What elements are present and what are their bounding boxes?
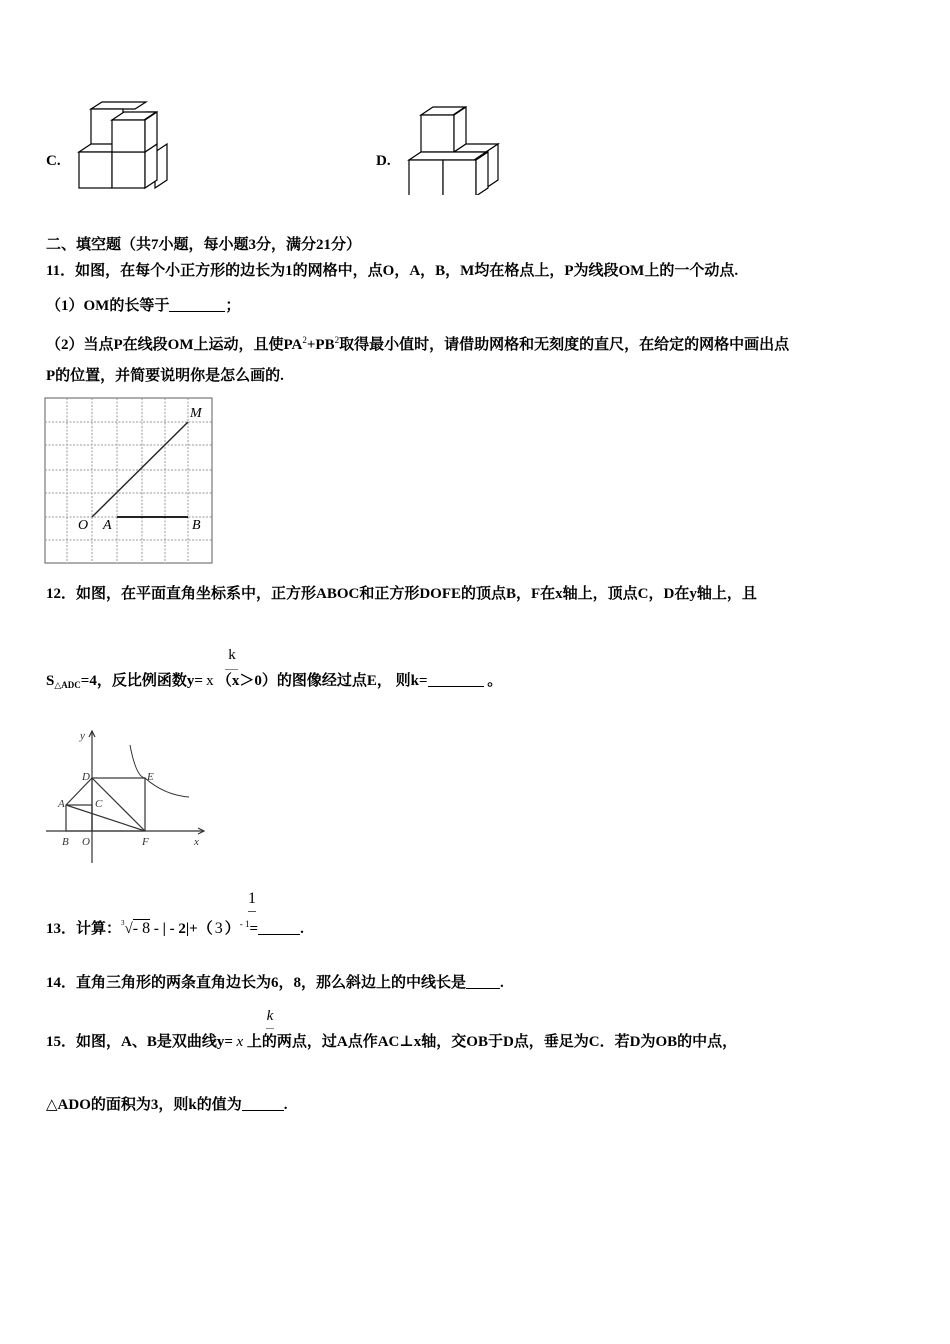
q12-label-o: O	[82, 836, 90, 848]
q11-sup-a: 2	[302, 335, 307, 345]
q13-line	[46, 914, 304, 938]
q13-root-index: 3	[121, 919, 125, 927]
q12-coordinate-figure	[44, 725, 214, 867]
q11-grid-figure	[44, 397, 214, 565]
q15-frac-bar	[266, 1028, 274, 1029]
q12-label-x: x	[194, 836, 199, 848]
q13-pre: 13．计算：	[46, 921, 122, 937]
q11-part2-a: （2）当点P在线段OM上运动，且使PA	[46, 337, 303, 353]
q14-answer-blank[interactable]	[466, 975, 500, 989]
q15-line1	[46, 1033, 737, 1051]
option-c-cubes-figure	[76, 100, 176, 195]
q15-pre: 15．如图，A、B是双曲线y=	[46, 1034, 233, 1050]
option-d-label: D.	[376, 153, 391, 169]
q12-label-c: C	[95, 798, 103, 810]
q15-line2-text: △ADO的面积为3，则k的值为	[46, 1097, 242, 1113]
q12-label-d: D	[82, 771, 90, 783]
q14-text: 14．直角三角形的两条直角边长为6，8，那么斜边上的中线长是	[46, 975, 467, 991]
q12-frac-bar	[225, 669, 238, 670]
q12-label-a: A	[58, 798, 65, 810]
q12-s-sub: △ADC	[54, 680, 81, 690]
q13-frac-den: 3	[214, 920, 223, 937]
q12-s: S	[46, 673, 55, 689]
q13-frac-num: 1	[248, 890, 256, 907]
q15-end: .	[283, 1097, 288, 1113]
q12-frac-den: x	[206, 673, 214, 689]
radical-sign-icon: √	[124, 921, 133, 937]
q15-frac-den: x	[236, 1034, 244, 1050]
q15-rest: 上的两点，过A点作AC⊥x轴，交OB于D点，垂足为C．若D为OB的中点，	[246, 1034, 738, 1050]
q14-end: .	[500, 975, 504, 991]
q15-line2	[46, 1096, 287, 1114]
q11-part1-text: （1）OM的长等于	[46, 298, 170, 314]
q11-label-b: B	[192, 518, 201, 533]
option-c-label: C.	[46, 153, 61, 169]
q11-part1-answer-blank[interactable]	[169, 298, 225, 312]
q12-end: 。	[483, 673, 503, 689]
option-d-cubes-figure	[407, 100, 507, 195]
q11-part1	[46, 297, 240, 315]
q13-frac-bar	[248, 911, 256, 912]
q15-frac-num: k	[266, 1008, 274, 1024]
q15-answer-blank[interactable]	[242, 1097, 284, 1111]
q11-part2-line2: P的位置，并简要说明你是怎么画的.	[46, 368, 284, 384]
q12-answer-blank[interactable]	[428, 673, 484, 687]
q12-label-y: y	[80, 730, 85, 742]
q12-label-e: E	[147, 771, 154, 783]
q11-part1-end: ；	[225, 298, 241, 314]
q11-part2	[46, 331, 789, 354]
q12-stem: 12．如图，在平面直角坐标系中，正方形ABOC和正方形DOFE的顶点B，F在x轴上，顶点C，D在y轴上，且	[46, 586, 757, 602]
q11-sup-b: 2	[334, 335, 340, 345]
section-heading: 二、填空题（共7小题，每小题3分，满分21分）	[46, 237, 362, 253]
q11-label-m: M	[190, 406, 202, 421]
q11-stem: 11．如图，在每个小正方形的边长为1的网格中，点O，A，B，M均在格点上，P为线段OM上的一个动点.	[46, 263, 739, 279]
q14-line	[46, 974, 504, 992]
q13-eq: =	[249, 921, 259, 937]
q12-cond: =4，反比例函数y=	[80, 673, 203, 689]
q12-label-b: B	[62, 836, 69, 848]
q13-radicand: - 8	[132, 920, 151, 937]
q13-mid: - | - 2|+（	[150, 921, 213, 937]
q12-frac-num: k	[228, 647, 236, 663]
q13-answer-blank[interactable]	[258, 921, 300, 935]
q12-rest: （x＞0）的图像经过点E， 则k=	[216, 673, 428, 689]
q11-part2-b: +PB	[306, 337, 335, 353]
q12-label-f: F	[142, 836, 149, 848]
q11-part2-c: 取得最小值时，请借助网格和无刻度的直尺，在给定的网格中画出点	[339, 337, 790, 353]
q13-exponent: - 1	[239, 919, 250, 929]
q11-label-o: O	[78, 518, 89, 533]
q11-label-a: A	[103, 518, 112, 533]
q13-end: .	[300, 921, 304, 937]
q13-close: ）	[224, 921, 240, 937]
q12-condition	[46, 672, 502, 694]
